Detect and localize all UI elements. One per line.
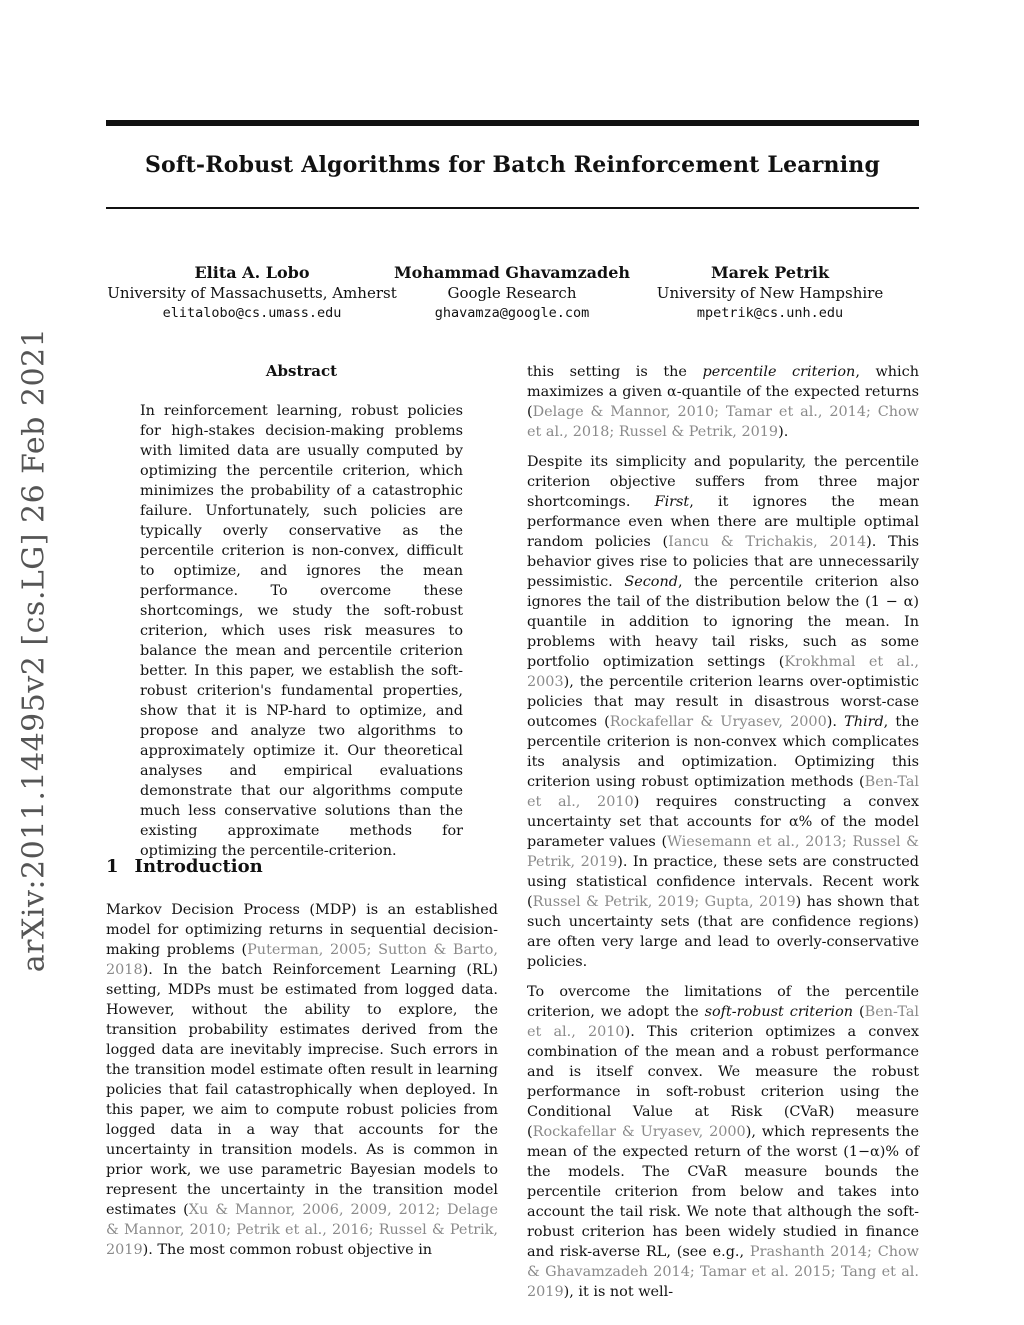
citation-link[interactable]: Krokhmal et al., 2003 [527, 654, 919, 690]
intro-paragraph-4: To overcome the limitations of the percentile criterion, we adopt the soft-robust criterion (Ben-Tal et al., 2010). This criterion optimizes a convex combination of the mean and a robust performance and is itself convex. We measure the robust performance in soft-robust criterion using the Conditional Value at Risk (CVaR) measure (Rockafellar & Uryasev, 2000), which represents the mean of the expected return of the worst (1−α)% of the models. The CVaR measure bounds the percentile criterion from below and takes into account the tail risk. We note that although the soft-robust criterion has been widely studied in finance and risk-averse RL, (see e.g., Prashanth 2014; Chow & Ghavamzadeh 2014; Tamar et al. 2015; Tang et al. 2019), it is not well- [527, 984, 920, 1300]
author-affiliation: Google Research [447, 284, 577, 302]
paper-title: Soft-Robust Algorithms for Batch Reinforcement Learning [144, 152, 881, 178]
citation-link[interactable]: Russel & Petrik, 2019; Gupta, 2019 [532, 894, 796, 910]
title-rule-top [106, 120, 919, 126]
author-email: mpetrik@cs.unh.edu [696, 305, 844, 321]
author-email: ghavamza@google.com [434, 305, 590, 321]
intro-right-column [527, 362, 919, 1302]
author-affiliation: University of New Hampshire [656, 284, 884, 302]
section-title: Introduction [134, 856, 263, 877]
arxiv-identifier: arXiv:2011.14495v2 [cs.LG] 26 Feb 2021 [16, 327, 52, 973]
section-heading-introduction [106, 856, 263, 877]
citation-link[interactable]: Rockafellar & Uryasev, 2000 [532, 1124, 746, 1140]
arxiv-sidebar [0, 0, 70, 1325]
author-email: elitalobo@cs.umass.edu [162, 305, 342, 321]
citation-link[interactable]: Ben-Tal et al., 2010 [527, 774, 919, 810]
title-rule-bottom [106, 207, 919, 209]
author-block-1 [106, 263, 398, 323]
citation-link[interactable]: Rockafellar & Uryasev, 2000 [609, 714, 827, 730]
author-name: Mohammad Ghavamzadeh [393, 263, 631, 282]
author-block-2 [392, 263, 632, 323]
citation-link[interactable]: Ben-Tal et al., 2010 [527, 1004, 919, 1040]
citation-link[interactable]: Delage & Mannor, 2010; Tamar et al., 2014; Chow et al., 2018; Russel & Petrik, 2019 [527, 404, 919, 440]
author-block-3 [650, 263, 890, 323]
citation-link[interactable]: Wiesemann et al., 2013; Russel & Petrik, 2019 [527, 834, 919, 870]
intro-paragraph-1: Markov Decision Process (MDP) is an established model for optimizing returns in sequential decision-making problems (Puterman, 2005; Sutton & Barto, 2018). In the batch Reinforcement Learning (RL) setting, MDPs must be estimated from logged data. However, without the ability to explore, the transition probability estimates derived from the logged data are inevitably imprecise. Such errors in the transition model estimate often result in learning policies that fail catastrophically when deployed. In this paper, we aim to compute robust policies from logged data in a way that accounts for the uncertainty in transition models. As is common in prior work, we use parametric Bayesian models to represent the uncertainty in the transition model estimates (Xu & Mannor, 2006, 2009, 2012; Delage & Mannor, 2010; Petrik et al., 2016; Russel & Petrik, 2019). The most common robust objective in [106, 902, 498, 1258]
abstract-body [140, 401, 463, 861]
citation-link[interactable]: Prashanth 2014; Chow & Ghavamzadeh 2014; Tamar et al. 2015; Tang et al. 2019 [527, 1244, 919, 1300]
abstract-text: In reinforcement learning, robust policies for high-stakes decision-making problems with limited data are usually computed by optimizing the percentile criterion, which minimizes the probability of a catastrophic failure. Unfortunately, such policies are typically overly conservative as the percentile criterion is non-convex, difficult to optimize, and ignores the mean performance. To overcome these shortcomings, we study the soft-robust criterion, which uses risk measures to balance the mean and percentile criterion better. In this paper, we establish the soft-robust criterion's fundamental properties, show that it is NP-hard to optimize, and propose and analyze two algorithms to approximately optimize it. Our theoretical analyses and empirical evaluations demonstrate that our algorithms compute much less conservative solutions than the existing approximate methods for optimizing the percentile-criterion. [140, 403, 463, 859]
intro-left-column [106, 900, 498, 1260]
abstract-heading: Abstract [265, 362, 338, 380]
author-name: Elita A. Lobo [194, 263, 310, 282]
author-affiliation: University of Massachusetts, Amherst [107, 284, 397, 302]
citation-link[interactable]: Puterman, 2005; Sutton & Barto, 2018 [106, 942, 498, 978]
author-name: Marek Petrik [710, 263, 830, 282]
citation-link[interactable]: Iancu & Trichakis, 2014 [668, 534, 867, 550]
intro-paragraph-2: this setting is the percentile criterion, which maximizes a given α-quantile of the expected returns (Delage & Mannor, 2010; Tamar et al., 2014; Chow et al., 2018; Russel & Petrik, 2019). [527, 364, 919, 440]
citation-link[interactable]: Xu & Mannor, 2006, 2009, 2012; Delage & Mannor, 2010; Petrik et al., 2016; Russel & Petrik, 2019 [106, 1202, 498, 1258]
intro-paragraph-3: Despite its simplicity and popularity, the percentile criterion objective suffers from three major shortcomings. First, it ignores the mean performance even when there are multiple optimal random policies (Iancu & Trichakis, 2014). This behavior gives rise to policies that are unnecessarily pessimistic. Second, the percentile criterion also ignores the tail of the distribution below the (1 − α) quantile in addition to ignoring the mean. In problems with heavy tail risks, such as some portfolio optimization settings (Krokhmal et al., 2003), the percentile criterion learns over-optimistic policies that may result in disastrous worst-case outcomes (Rockafellar & Uryasev, 2000). Third, the percentile criterion is non-convex which complicates its analysis and optimization. Optimizing this criterion using robust optimization methods (Ben-Tal et al., 2010) requires constructing a convex uncertainty set that accounts for α% of the model parameter values (Wiesemann et al., 2013; Russel & Petrik, 2019). In practice, these sets are constructed using statistical confidence intervals. Recent work (Russel & Petrik, 2019; Gupta, 2019) has shown that such uncertainty sets (that are confidence regions) are often very large and lead to overly-conservative policies. [527, 454, 920, 970]
section-number: 1 [106, 856, 119, 877]
